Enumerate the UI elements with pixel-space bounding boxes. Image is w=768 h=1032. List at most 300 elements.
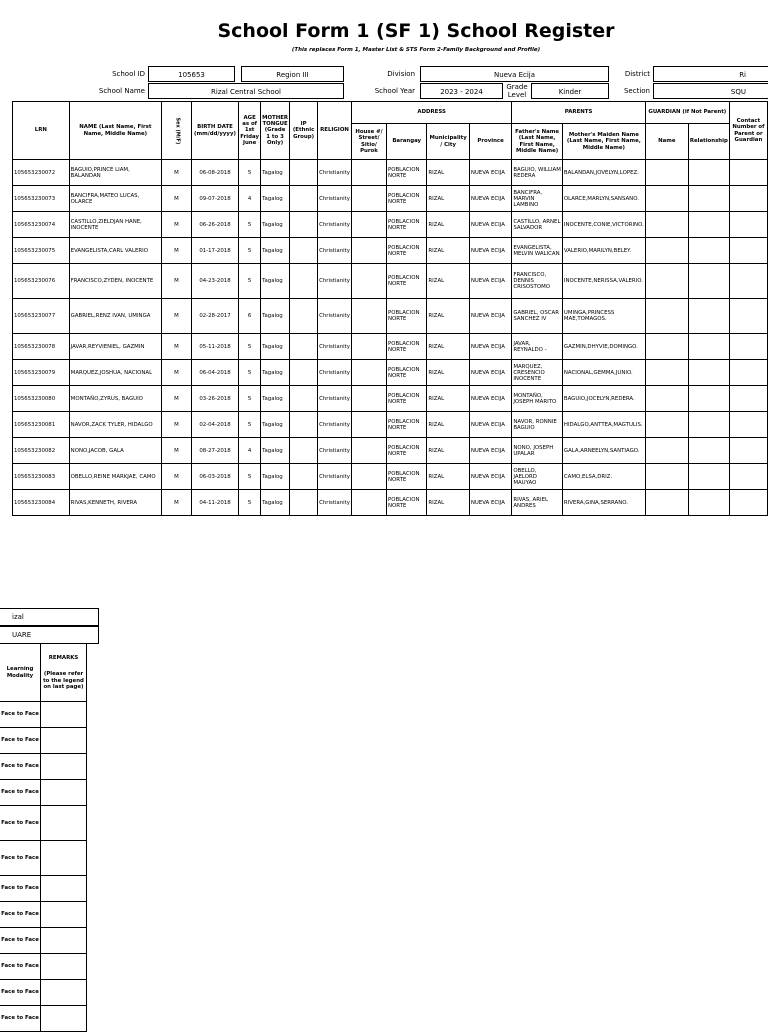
contact-cell — [729, 438, 767, 464]
father-name-cell: FRANCISCO, DENNIS CRISOSTOMO — [512, 264, 563, 299]
relationship-cell — [688, 490, 729, 516]
sex-cell: M — [162, 464, 192, 490]
mother-tongue-cell: Tagalog — [261, 212, 290, 238]
name-cell: EVANGELISTA,CARL VALERIO — [69, 238, 161, 264]
remarks-cell — [41, 841, 87, 876]
ip-cell — [290, 412, 318, 438]
list-item — [0, 1006, 87, 1032]
father-name-cell: RIVAS, ARIEL ANDRES — [512, 490, 563, 516]
division-label: Division — [387, 70, 415, 78]
learning-modality-cell: Face to Face — [0, 754, 41, 780]
birth-date-cell: 02-04-2018 — [191, 412, 238, 438]
municipality-cell: RIZAL — [427, 412, 469, 438]
side-section-box: UARE — [0, 626, 99, 644]
house-cell — [351, 186, 386, 212]
religion-cell: Christianity — [318, 238, 352, 264]
religion-cell: Christianity — [318, 438, 352, 464]
list-item — [0, 806, 87, 841]
contact-cell — [729, 212, 767, 238]
relationship-cell — [688, 299, 729, 334]
list-item — [0, 754, 87, 780]
barangay-cell: POBLACION NORTE — [386, 490, 426, 516]
birth-date-cell: 04-11-2018 — [191, 490, 238, 516]
remarks-cell — [41, 876, 87, 902]
age-cell: 4 — [239, 186, 261, 212]
lrn-cell: 105653230080 — [13, 386, 70, 412]
father-name-cell: EVANGELISTA, MELVIN WALICAN — [512, 238, 563, 264]
list-item — [0, 928, 87, 954]
guardian-name-cell — [645, 464, 688, 490]
form-title: School Form 1 (SF 1) School Register — [217, 20, 615, 42]
contact-cell — [729, 238, 767, 264]
side-district-box: izal — [0, 608, 99, 626]
religion-cell: Christianity — [318, 264, 352, 299]
relationship-cell — [688, 186, 729, 212]
contact-cell — [729, 264, 767, 299]
name-cell: NONO,JACOB, GALA — [69, 438, 161, 464]
birth-date-cell: 05-11-2018 — [191, 334, 238, 360]
relationship-cell — [688, 360, 729, 386]
province-cell: NUEVA ECIJA — [469, 299, 512, 334]
remarks-cell — [41, 1006, 87, 1032]
name-cell: BANCIFRA,MATEO LUCAS, OLARCE — [69, 186, 161, 212]
learning-modality-cell: Face to Face — [0, 780, 41, 806]
contact-cell — [729, 299, 767, 334]
guardian-name-cell — [645, 386, 688, 412]
house-cell — [351, 360, 386, 386]
col-barangay: Barangay — [386, 124, 426, 160]
learning-modality-cell: Face to Face — [0, 954, 41, 980]
sex-cell: M — [162, 186, 192, 212]
district-label: District — [624, 70, 650, 78]
section-label: Section — [623, 87, 650, 95]
sex-cell: M — [162, 412, 192, 438]
table-row — [13, 386, 768, 412]
age-cell: 5 — [239, 412, 261, 438]
relationship-cell — [688, 438, 729, 464]
name-cell: MARQUEZ,JOSHUA, NACIONAL — [69, 360, 161, 386]
learning-modality-cell: Face to Face — [0, 841, 41, 876]
guardian-name-cell — [645, 438, 688, 464]
sex-cell: M — [162, 386, 192, 412]
guardian-name-cell — [645, 264, 688, 299]
birth-date-cell: 03-26-2018 — [191, 386, 238, 412]
province-cell: NUEVA ECIJA — [469, 334, 512, 360]
age-cell: 5 — [239, 264, 261, 299]
col-remarks: REMARKS (Please refer to the legend on last page) — [41, 644, 87, 702]
ip-cell — [290, 299, 318, 334]
mother-name-cell: UMINGA,PRINCESS MAE,TOMAGOS. — [562, 299, 645, 334]
province-cell: NUEVA ECIJA — [469, 360, 512, 386]
age-cell: 4 — [239, 438, 261, 464]
father-name-cell: OBELLO, JAELORD MAUYAO — [512, 464, 563, 490]
mother-tongue-cell: Tagalog — [261, 464, 290, 490]
contact-cell — [729, 334, 767, 360]
province-cell: NUEVA ECIJA — [469, 160, 512, 186]
municipality-cell: RIZAL — [427, 299, 469, 334]
municipality-cell: RIZAL — [427, 160, 469, 186]
lrn-cell: 105653230084 — [13, 490, 70, 516]
col-birth-date: BIRTH DATE (mm/dd/yyyy) — [191, 102, 238, 160]
municipality-cell: RIZAL — [427, 238, 469, 264]
house-cell — [351, 299, 386, 334]
contact-cell — [729, 186, 767, 212]
school-year-value: 2023 - 2024 — [420, 83, 503, 99]
barangay-cell: POBLACION NORTE — [386, 299, 426, 334]
school-name-value: Rizal Central School — [148, 83, 344, 99]
guardian-name-cell — [645, 238, 688, 264]
sex-cell: M — [162, 438, 192, 464]
mother-tongue-cell: Tagalog — [261, 186, 290, 212]
table-row — [13, 186, 768, 212]
municipality-cell: RIZAL — [427, 264, 469, 299]
barangay-cell: POBLACION NORTE — [386, 438, 426, 464]
remarks-cell — [41, 980, 87, 1006]
school-name-label: School Name — [98, 87, 145, 95]
father-name-cell: BANCIFRA, MARVIN LAMBINO — [512, 186, 563, 212]
ip-cell — [290, 490, 318, 516]
mother-tongue-cell: Tagalog — [261, 238, 290, 264]
municipality-cell: RIZAL — [427, 186, 469, 212]
age-cell: 5 — [239, 334, 261, 360]
division-value: Nueva Ecija — [420, 66, 609, 82]
table-row — [13, 490, 768, 516]
table-row — [13, 299, 768, 334]
name-cell: BAGUIO,PRINCE LIAM, BALANDAN — [69, 160, 161, 186]
religion-cell: Christianity — [318, 360, 352, 386]
mother-name-cell: BAGUIO,JOCELYN,REDERA. — [562, 386, 645, 412]
age-cell: 5 — [239, 464, 261, 490]
learning-modality-cell: Face to Face — [0, 806, 41, 841]
relationship-cell — [688, 334, 729, 360]
remarks-cell — [41, 902, 87, 928]
col-father: Father's Name (Last Name, First Name, Middle Name) — [512, 124, 563, 160]
relationship-cell — [688, 212, 729, 238]
col-address: ADDRESS — [351, 102, 511, 124]
name-cell: NAVOR,ZACK TYLER, HIDALGO — [69, 412, 161, 438]
contact-cell — [729, 490, 767, 516]
age-cell: 5 — [239, 360, 261, 386]
mother-tongue-cell: Tagalog — [261, 360, 290, 386]
mother-tongue-cell: Tagalog — [261, 160, 290, 186]
contact-cell — [729, 464, 767, 490]
province-cell: NUEVA ECIJA — [469, 386, 512, 412]
col-name: NAME (Last Name, First Name, Middle Name) — [69, 102, 161, 160]
name-cell: CASTILLO,ZIELDJAN HANE, INOCENTE — [69, 212, 161, 238]
guardian-name-cell — [645, 490, 688, 516]
religion-cell: Christianity — [318, 386, 352, 412]
list-item — [0, 980, 87, 1006]
table-row — [13, 438, 768, 464]
barangay-cell: POBLACION NORTE — [386, 360, 426, 386]
mother-name-cell: GALA,ARNEELYN,SANTIAGO. — [562, 438, 645, 464]
table-row — [13, 238, 768, 264]
barangay-cell: POBLACION NORTE — [386, 212, 426, 238]
table-row — [13, 160, 768, 186]
mother-tongue-cell: Tagalog — [261, 334, 290, 360]
father-name-cell: CASTILLO, ARNEL SALVADOR — [512, 212, 563, 238]
guardian-name-cell — [645, 212, 688, 238]
relationship-cell — [688, 160, 729, 186]
relationship-cell — [688, 238, 729, 264]
age-cell: 5 — [239, 490, 261, 516]
name-cell: MONTAÑO,ZYRUS, BAGUIO — [69, 386, 161, 412]
mother-tongue-cell: Tagalog — [261, 299, 290, 334]
mother-name-cell: BALANDAN,JOVELYN,LOPEZ. — [562, 160, 645, 186]
mother-name-cell: VALERIO,MARILYN,BELEY. — [562, 238, 645, 264]
remarks-cell — [41, 702, 87, 728]
religion-cell: Christianity — [318, 334, 352, 360]
modality-table — [0, 643, 87, 1032]
mother-tongue-cell: Tagalog — [261, 386, 290, 412]
guardian-name-cell — [645, 412, 688, 438]
col-parents: PARENTS — [512, 102, 645, 124]
house-cell — [351, 412, 386, 438]
list-item — [0, 876, 87, 902]
house-cell — [351, 238, 386, 264]
father-name-cell: GABRIEL, OSCAR SANCHEZ IV — [512, 299, 563, 334]
learning-modality-cell: Face to Face — [0, 876, 41, 902]
name-cell: RIVAS,KENNETH, RIVERA — [69, 490, 161, 516]
lrn-cell: 105653230076 — [13, 264, 70, 299]
age-cell: 5 — [239, 160, 261, 186]
mother-name-cell: OLARCE,MARLYN,SANSANO. — [562, 186, 645, 212]
name-cell: FRANCISCO,ZYDEN, INOCENTE — [69, 264, 161, 299]
municipality-cell: RIZAL — [427, 334, 469, 360]
province-cell: NUEVA ECIJA — [469, 412, 512, 438]
col-sex: Sex (M/F) — [162, 102, 192, 160]
father-name-cell: NONO, JOSEPH UPALAR — [512, 438, 563, 464]
mother-name-cell: INOCENTE,NERISSA,VALERIO. — [562, 264, 645, 299]
lrn-cell: 105653230079 — [13, 360, 70, 386]
barangay-cell: POBLACION NORTE — [386, 334, 426, 360]
religion-cell: Christianity — [318, 299, 352, 334]
guardian-name-cell — [645, 334, 688, 360]
birth-date-cell: 06-26-2018 — [191, 212, 238, 238]
house-cell — [351, 264, 386, 299]
father-name-cell: MARQUEZ, CRESENCIO INOCENTE — [512, 360, 563, 386]
father-name-cell: MONTAÑO, JOSEPH MARITO — [512, 386, 563, 412]
father-name-cell: JAVAR, REYNALDO - — [512, 334, 563, 360]
house-cell — [351, 334, 386, 360]
birth-date-cell: 04-23-2018 — [191, 264, 238, 299]
sex-cell: M — [162, 334, 192, 360]
remarks-cell — [41, 954, 87, 980]
remarks-cell — [41, 780, 87, 806]
birth-date-cell: 06-03-2018 — [191, 464, 238, 490]
father-name-cell: NAVOR, RONNIE BAGUIO — [512, 412, 563, 438]
school-year-label: School Year — [374, 87, 415, 95]
list-item — [0, 780, 87, 806]
lrn-cell: 105653230078 — [13, 334, 70, 360]
guardian-name-cell — [645, 160, 688, 186]
table-row — [13, 264, 768, 299]
col-ip: IP (Ethnic Group) — [290, 102, 318, 160]
learning-modality-cell: Face to Face — [0, 702, 41, 728]
province-cell: NUEVA ECIJA — [469, 490, 512, 516]
house-cell — [351, 212, 386, 238]
barangay-cell: POBLACION NORTE — [386, 386, 426, 412]
house-cell — [351, 464, 386, 490]
religion-cell: Christianity — [318, 412, 352, 438]
learning-modality-cell: Face to Face — [0, 928, 41, 954]
table-row — [13, 334, 768, 360]
list-item — [0, 902, 87, 928]
sex-cell: M — [162, 299, 192, 334]
lrn-cell: 105653230072 — [13, 160, 70, 186]
lrn-cell: 105653230081 — [13, 412, 70, 438]
col-house: House #/ Street/ Sitio/ Purok — [351, 124, 386, 160]
table-row — [13, 412, 768, 438]
house-cell — [351, 160, 386, 186]
ip-cell — [290, 386, 318, 412]
relationship-cell — [688, 464, 729, 490]
guardian-name-cell — [645, 186, 688, 212]
house-cell — [351, 438, 386, 464]
ip-cell — [290, 464, 318, 490]
school-id-label: School ID — [112, 70, 145, 78]
name-cell: JAVAR,REYVIENIEL, GAZMIN — [69, 334, 161, 360]
religion-cell: Christianity — [318, 186, 352, 212]
mother-name-cell: INOCENTE,CONIE,VICTORINO. — [562, 212, 645, 238]
religion-cell: Christianity — [318, 464, 352, 490]
learning-modality-cell: Face to Face — [0, 1006, 41, 1032]
house-cell — [351, 386, 386, 412]
province-cell: NUEVA ECIJA — [469, 238, 512, 264]
age-cell: 6 — [239, 299, 261, 334]
col-age: AGE as of 1st Friday June — [239, 102, 261, 160]
list-item — [0, 954, 87, 980]
col-relationship: Relationship — [688, 124, 729, 160]
father-name-cell: BAGUIO, WILLIAM REDERA — [512, 160, 563, 186]
col-contact: Contact Number of Parent or Guardian — [729, 102, 767, 160]
age-cell: 5 — [239, 212, 261, 238]
birth-date-cell: 01-17-2018 — [191, 238, 238, 264]
list-item — [0, 841, 87, 876]
sex-cell: M — [162, 160, 192, 186]
lrn-cell: 105653230073 — [13, 186, 70, 212]
list-item — [0, 702, 87, 728]
remarks-cell — [41, 928, 87, 954]
municipality-cell: RIZAL — [427, 386, 469, 412]
lrn-cell: 105653230082 — [13, 438, 70, 464]
col-municipality: Municipality / City — [427, 124, 469, 160]
mother-tongue-cell: Tagalog — [261, 264, 290, 299]
birth-date-cell: 06-04-2018 — [191, 360, 238, 386]
school-id-value: 105653 — [148, 66, 235, 82]
relationship-cell — [688, 412, 729, 438]
barangay-cell: POBLACION NORTE — [386, 238, 426, 264]
barangay-cell: POBLACION NORTE — [386, 412, 426, 438]
col-guardian: GUARDIAN (if Not Parent) — [645, 102, 729, 124]
remarks-cell — [41, 754, 87, 780]
col-mother-tongue: MOTHER TONGUE (Grade 1 to 3 Only) — [261, 102, 290, 160]
table-row — [13, 464, 768, 490]
mother-name-cell: GAZMIN,DHYVIE,DOMINGO. — [562, 334, 645, 360]
learning-modality-cell: Face to Face — [0, 902, 41, 928]
ip-cell — [290, 360, 318, 386]
birth-date-cell: 06-08-2018 — [191, 160, 238, 186]
col-guardian-name: Name — [645, 124, 688, 160]
mother-name-cell: CAMO,ELSA,DRIZ. — [562, 464, 645, 490]
table-row — [13, 360, 768, 386]
col-religion: RELIGION — [318, 102, 352, 160]
birth-date-cell: 02-28-2017 — [191, 299, 238, 334]
birth-date-cell: 08-27-2018 — [191, 438, 238, 464]
barangay-cell: POBLACION NORTE — [386, 264, 426, 299]
contact-cell — [729, 386, 767, 412]
col-learning-modality: Learning Modality — [0, 644, 41, 702]
province-cell: NUEVA ECIJA — [469, 186, 512, 212]
municipality-cell: RIZAL — [427, 464, 469, 490]
province-cell: NUEVA ECIJA — [469, 464, 512, 490]
col-province: Province — [469, 124, 512, 160]
ip-cell — [290, 186, 318, 212]
sex-cell: M — [162, 490, 192, 516]
mother-tongue-cell: Tagalog — [261, 490, 290, 516]
province-cell: NUEVA ECIJA — [469, 264, 512, 299]
mother-name-cell: NACIONAL,GEMMA,JUNIO. — [562, 360, 645, 386]
region-value: Region III — [241, 66, 344, 82]
mother-tongue-cell: Tagalog — [261, 438, 290, 464]
sex-cell: M — [162, 238, 192, 264]
ip-cell — [290, 238, 318, 264]
barangay-cell: POBLACION NORTE — [386, 160, 426, 186]
learning-modality-cell: Face to Face — [0, 980, 41, 1006]
relationship-cell — [688, 386, 729, 412]
municipality-cell: RIZAL — [427, 490, 469, 516]
municipality-cell: RIZAL — [427, 438, 469, 464]
religion-cell: Christianity — [318, 490, 352, 516]
sex-cell: M — [162, 360, 192, 386]
guardian-name-cell — [645, 360, 688, 386]
lrn-cell: 105653230077 — [13, 299, 70, 334]
municipality-cell: RIZAL — [427, 212, 469, 238]
remarks-cell — [41, 728, 87, 754]
religion-cell: Christianity — [318, 160, 352, 186]
contact-cell — [729, 160, 767, 186]
guardian-name-cell — [645, 299, 688, 334]
grade-level-label: Grade Level — [506, 83, 528, 99]
municipality-cell: RIZAL — [427, 360, 469, 386]
relationship-cell — [688, 264, 729, 299]
lrn-cell: 105653230083 — [13, 464, 70, 490]
barangay-cell: POBLACION NORTE — [386, 186, 426, 212]
ip-cell — [290, 160, 318, 186]
sex-cell: M — [162, 264, 192, 299]
ip-cell — [290, 212, 318, 238]
section-value: SQU — [653, 83, 768, 99]
contact-cell — [729, 360, 767, 386]
grade-level-value: Kinder — [531, 83, 609, 99]
contact-cell — [729, 412, 767, 438]
col-mother: Mother's Maiden Name (Last Name, First Name, Middle Name) — [562, 124, 645, 160]
ip-cell — [290, 438, 318, 464]
name-cell: GABRIEL,RENZ IVAN, UMINGA — [69, 299, 161, 334]
mother-tongue-cell: Tagalog — [261, 412, 290, 438]
age-cell: 5 — [239, 386, 261, 412]
house-cell — [351, 490, 386, 516]
lrn-cell: 105653230075 — [13, 238, 70, 264]
name-cell: OBELLO,REINE MARKJAE, CAMO — [69, 464, 161, 490]
province-cell: NUEVA ECIJA — [469, 438, 512, 464]
mother-name-cell: HIDALGO,ANTTEA,MAGTULIS. — [562, 412, 645, 438]
table-row — [13, 212, 768, 238]
birth-date-cell: 09-07-2018 — [191, 186, 238, 212]
learning-modality-cell: Face to Face — [0, 728, 41, 754]
lrn-cell: 105653230074 — [13, 212, 70, 238]
register-table — [12, 101, 768, 516]
